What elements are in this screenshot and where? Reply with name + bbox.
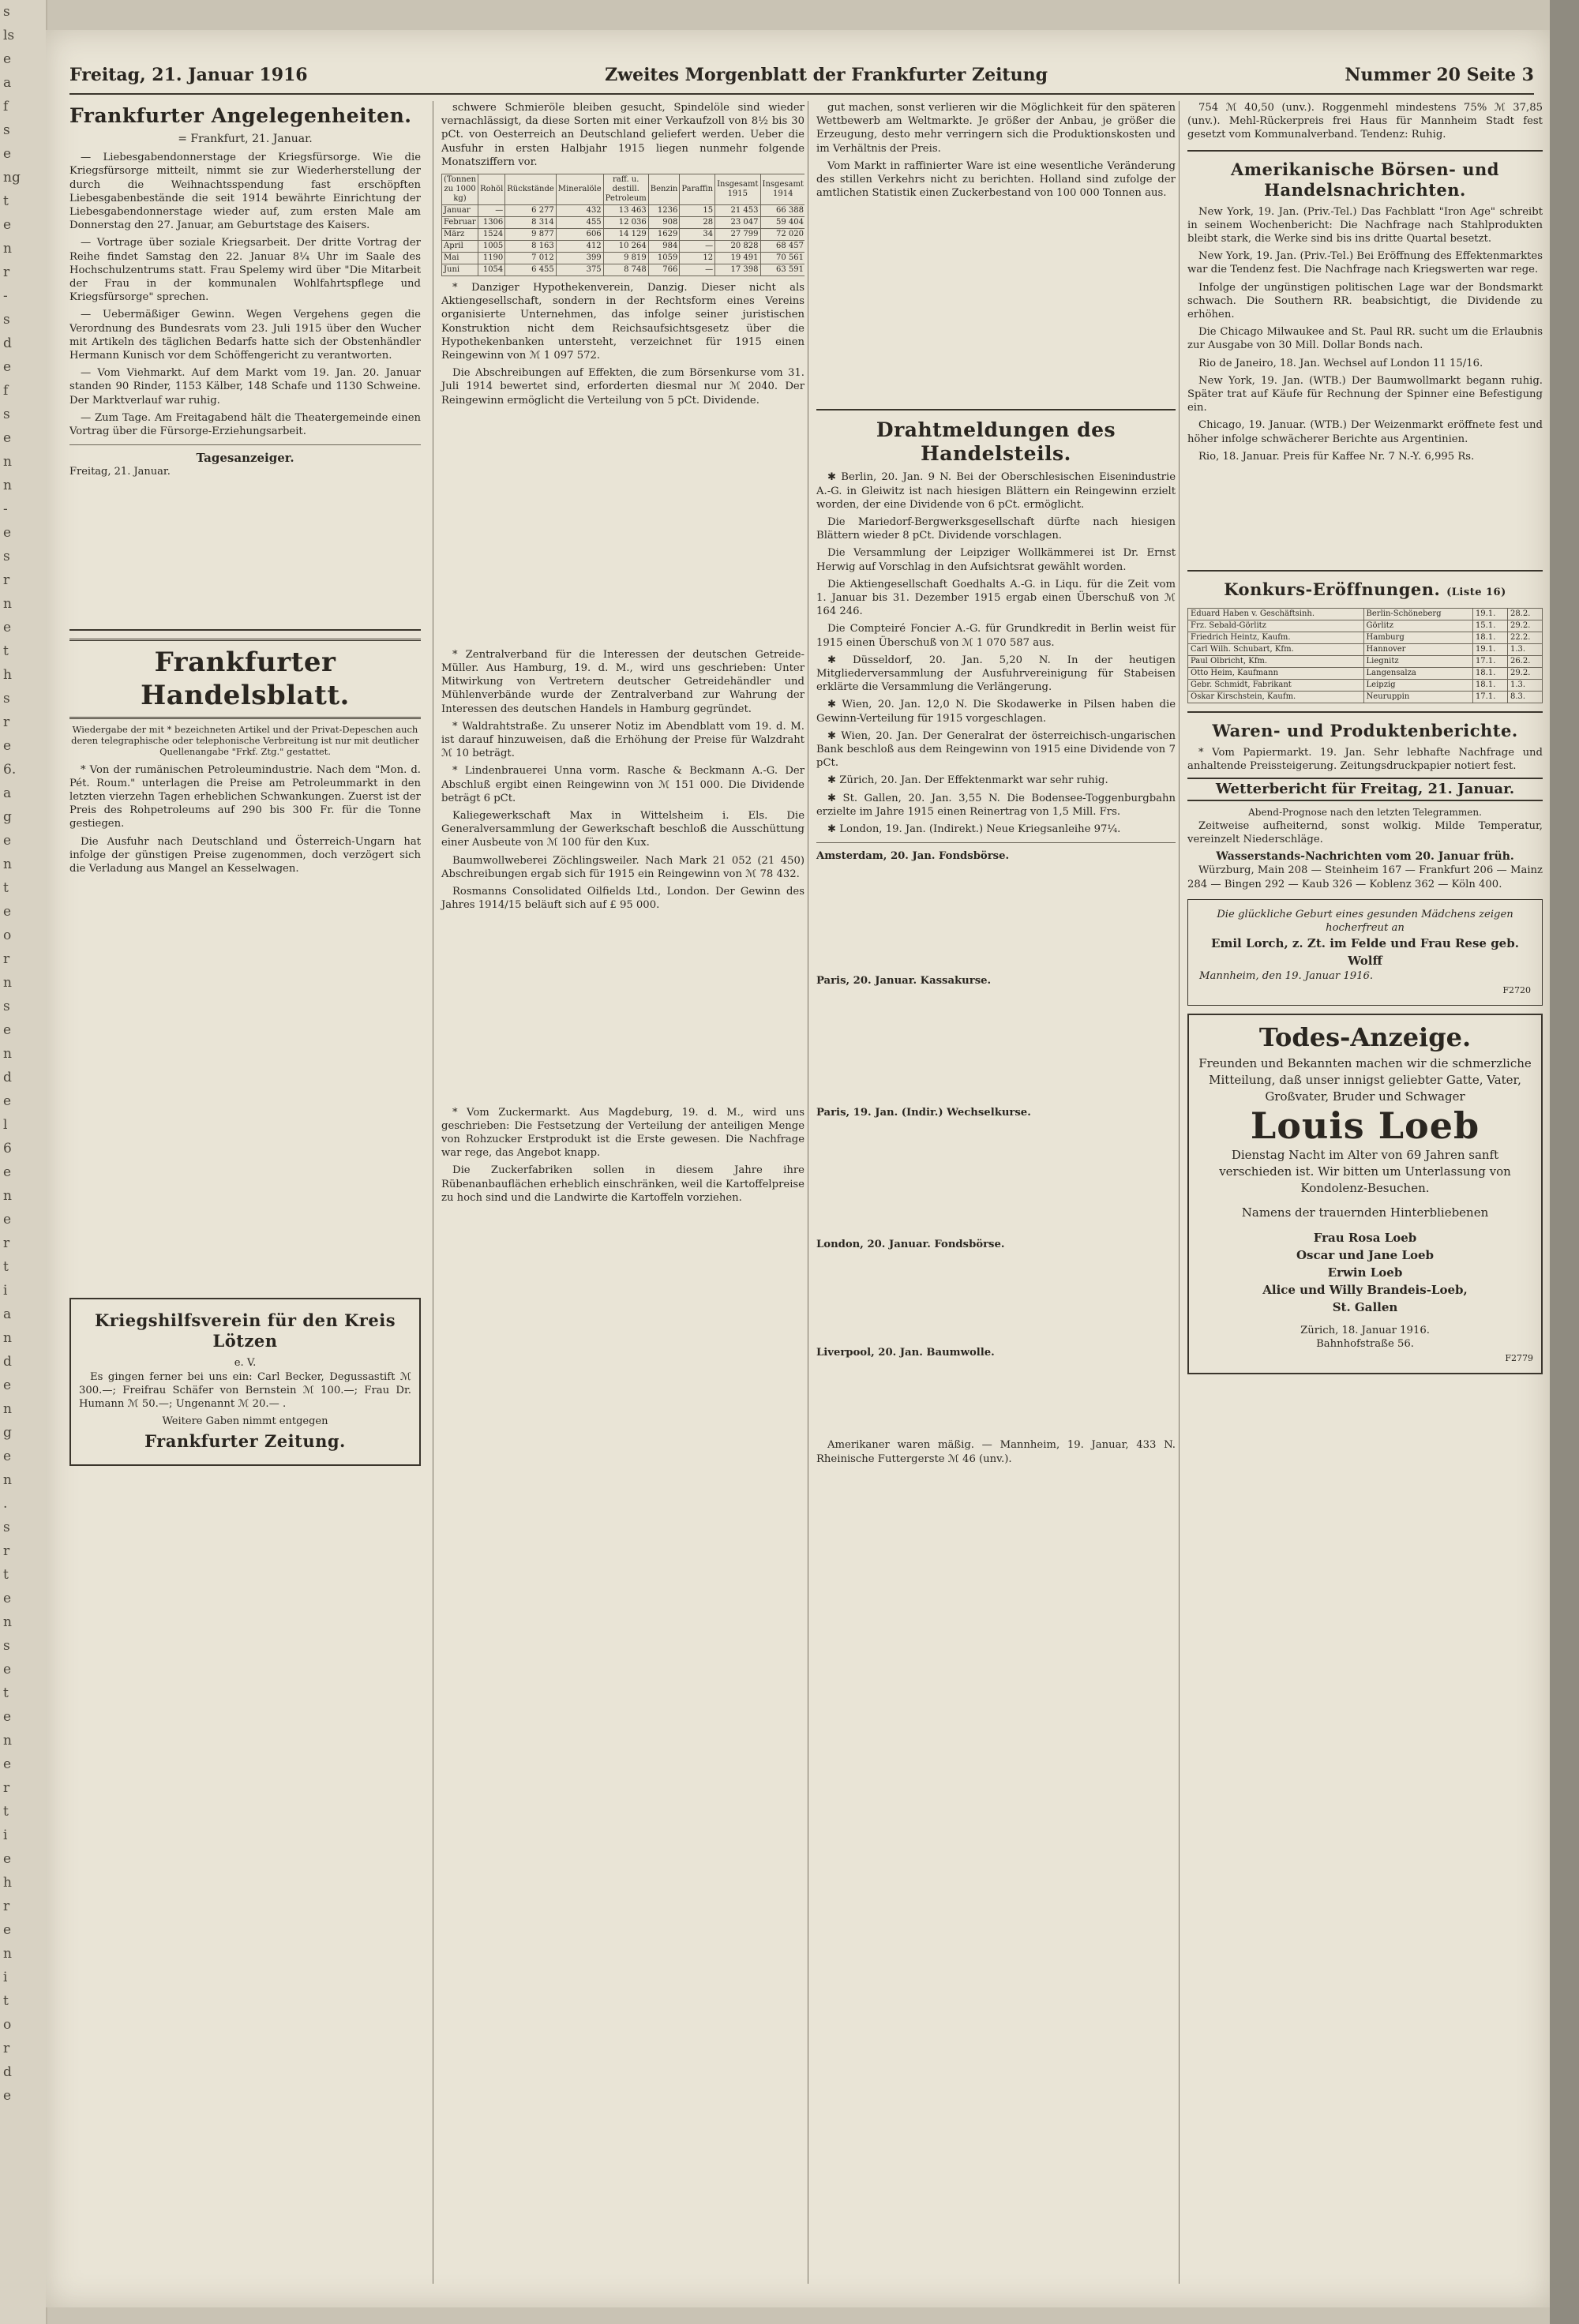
table-cell: Oskar Kirschstein, Kaufm. [1188, 692, 1364, 703]
table-cell: 1.3. [1507, 680, 1542, 692]
section-heading-amerikanische: Amerikanische Börsen- und Handelsnachrichten. [1231, 159, 1499, 200]
table-cell: 26.2. [1507, 656, 1542, 668]
mourner-name: St. Gallen [1332, 1300, 1398, 1315]
table-header: Mineralöle [556, 174, 603, 205]
table-cell: 19 491 [715, 253, 760, 264]
table-row [442, 241, 805, 253]
table-row [442, 264, 805, 276]
article-paragraph: Die Ausfuhr nach Deutschland und Österreich-Ungarn hat infolge der günstigen Preise zugenommen, doch verzögert sich die Verladung aus Mangel an Kesselwagen. [69, 835, 421, 875]
table-cell: 13 463 [603, 205, 648, 217]
handelsblatt-notice: Wiedergabe der mit * bezeichneten Artikel und der Privat-Depeschen auch deren telegraphische oder telephonische Verbreitung ist nur mit deutlicher Quellenangabe "Frkf. Ztg." gestattet. [71, 723, 419, 757]
konkurs-table [1187, 608, 1543, 703]
article-paragraph: Die Abschreibungen auf Effekten, die zum Börsenkurse vom 31. Juli 1914 bewertet sind, erforderten diesmal nur ℳ 2040. Der Reingewinn ermöglicht die Verteilung von 5 pCt. Dividende. [441, 367, 805, 407]
article-continuation [69, 879, 421, 1290]
table-cell: Gebr. Schmidt, Fabrikant [1188, 680, 1364, 692]
death-notice-place: Zürich, 18. Januar 1916. [1300, 1325, 1430, 1337]
divider [816, 409, 1176, 410]
article-continuation [1187, 467, 1543, 562]
table-cell: 63 591 [760, 264, 805, 276]
market-report-title: Paris, 19. Jan. (Indir.) Wechselkurse. [816, 1106, 1031, 1119]
market-table [816, 988, 1176, 1106]
table-cell: Frz. Sebald-Görlitz [1188, 620, 1364, 632]
mourners-title: Namens der trauernden Hinterbliebenen [1241, 1205, 1489, 1220]
table-cell: 28.2. [1507, 609, 1542, 620]
table-row [1188, 632, 1543, 644]
table-row [442, 205, 805, 217]
section-heading-handelsblatt: Frankfurter Handelsblatt. [69, 639, 421, 719]
table-cell: 23 047 [715, 217, 760, 229]
mourner-name: Oscar und Jane Loeb [1296, 1248, 1435, 1263]
table-cell: 20 828 [715, 241, 760, 253]
ad-code: F2720 [1502, 984, 1531, 995]
article-paragraph: ✱ Zürich, 20. Jan. Der Effektenmarkt war sehr ruhig. [827, 774, 1108, 787]
column-2 [433, 101, 805, 2284]
table-header: Rückstände [505, 174, 557, 205]
table-row [1188, 620, 1543, 632]
death-notice-text: Dienstag Nacht im Alter von 69 Jahren sanft verschieden ist. Wir bitten um Unterlassung von Kondolenz-Besuchen. [1219, 1148, 1511, 1196]
table-cell: 8 163 [505, 241, 557, 253]
table-cell: 17 398 [715, 264, 760, 276]
konkurs-title: Konkurs-Eröffnungen. [1224, 579, 1441, 600]
table-cell: 6 455 [505, 264, 557, 276]
weather-title: Wetterbericht für Freitag, 21. Januar. [1187, 778, 1543, 800]
article-paragraph: ✱ London, 19. Jan. (Indirekt.) Neue Kriegsanleihe 97¼. [827, 823, 1121, 836]
table-cell: 1059 [648, 253, 680, 264]
mourner-name: Alice und Willy Brandeis-Loeb, [1262, 1283, 1468, 1298]
table-cell: Leipzig [1363, 680, 1472, 692]
table-cell: 59 404 [760, 217, 805, 229]
mourner-name: Erwin Loeb [1327, 1265, 1403, 1280]
table-header: Insgesamt 1915 [715, 174, 760, 205]
water-title: Wasserstands-Nachrichten vom 20. Januar früh. [1216, 850, 1514, 864]
market-table [816, 1119, 1176, 1238]
tagesanzeiger-listing [69, 479, 421, 621]
market-table [816, 1359, 1176, 1438]
article-paragraph: Chicago, 19. Januar. (WTB.) Der Weizenmarkt eröffnete fest und höher infolge schwächerer Berichte aus Argentinien. [1187, 419, 1543, 445]
article-paragraph: Rio de Janeiro, 18. Jan. Wechsel auf London 11 15/16. [1198, 357, 1483, 369]
table-cell: 27 799 [715, 229, 760, 241]
masthead-edition: Zweites Morgenblatt der Frankfurter Zeitung [605, 65, 1048, 85]
table-cell: 8 314 [505, 217, 557, 229]
table-cell: 766 [648, 264, 680, 276]
article-paragraph: Die Aktiengesellschaft Goedhalts A.-G. in Liqu. für die Zeit vom 1. Januar bis 31. Dezember 1915 ergab einen Überschuß von ℳ 164 246. [816, 578, 1176, 618]
table-header: Paraffin [680, 174, 715, 205]
birth-place: Mannheim, den 19. Januar 1916. [1199, 970, 1374, 983]
table-cell: Mai [442, 253, 478, 264]
article-paragraph: New York, 19. Jan. (Priv.-Tel.) Bei Eröffnung des Effektenmarktes war die Tendenz fest. Die Nachfrage nach Kriegswerten war rege. [1187, 250, 1543, 276]
table-header: (Tonnen zu 1000 kg) [442, 174, 478, 205]
article-paragraph: Die Versammlung der Leipziger Wollkämmerei ist Dr. Ernst Herwig auf Vorschlag in den Aufsichtsrat gewählt worden. [816, 547, 1176, 573]
export-statistics-table [441, 174, 805, 276]
table-cell: März [442, 229, 478, 241]
table-row [1188, 644, 1543, 656]
table-cell: 9 877 [505, 229, 557, 241]
table-cell: Neuruppin [1363, 692, 1472, 703]
table-header: Insgesamt 1914 [760, 174, 805, 205]
death-notice [1187, 1014, 1543, 1374]
table-cell: 606 [556, 229, 603, 241]
divider [1187, 150, 1543, 152]
table-cell: Otto Heim, Kaufmann [1188, 668, 1364, 680]
death-notice-title: Todes-Anzeige. [1258, 1021, 1472, 1052]
table-cell: 432 [556, 205, 603, 217]
article-paragraph: schwere Schmieröle bleiben gesucht, Spindelöle sind wieder vernachlässigt, da diese Sorten mit einer Verkaufzoll von 8½ bis 30 pCt. von Oesterreich an Deutschland geliefert werden. Ueber die Ausfuhr in ersten Halbjahr 1915 liegen nunmehr folgende Monatsziffern vor. [441, 102, 805, 168]
table-row [442, 217, 805, 229]
article-paragraph: ✱ Wien, 20. Jan. Der Generalrat der österreichisch-ungarischen Bank beschloß aus dem Reingewinn von 1915 eine Dividende von 7 pCt. [816, 729, 1176, 770]
table-cell: 18.1. [1472, 680, 1507, 692]
table-cell: 1.3. [1507, 644, 1542, 656]
table-cell: 22.2. [1507, 632, 1542, 644]
weather-subtitle: Abend-Prognose nach den letzten Telegrammen. [1248, 806, 1482, 818]
market-table [816, 1251, 1176, 1346]
table-row [442, 253, 805, 264]
column-3 [808, 101, 1176, 2284]
divider [69, 444, 421, 445]
article-continuation [441, 411, 805, 648]
article-paragraph: Die Compteiré Foncier A.-G. für Grundkredit in Berlin weist für 1915 einen Überschuß von ℳ 1 070 587 aus. [816, 623, 1176, 649]
article-paragraph: Amerikaner waren mäßig. — Mannheim, 19. Januar, 433 N. Rheinische Futtergerste ℳ 46 (unv.). [816, 1439, 1176, 1465]
advert-footer: Weitere Gaben nimmt entgegen [162, 1415, 328, 1428]
table-cell: 412 [556, 241, 603, 253]
column-4 [1179, 101, 1543, 2284]
table-cell: Februar [442, 217, 478, 229]
table-cell: 19.1. [1472, 609, 1507, 620]
article-paragraph: — Vom Viehmarkt. Auf dem Markt vom 19. Jan. 20. Januar standen 90 Rinder, 1153 Kälber, 148 Schafe und 1130 Schweine. Der Marktverlauf war ruhig. [69, 367, 421, 407]
section-heading-drahtmeldungen: Drahtmeldungen des Handelsteils. [876, 418, 1116, 466]
article-paragraph: ✱ Düsseldorf, 20. Jan. 5,20 N. In der heutigen Mitgliederversammlung der Ausfuhrvereinigung für Stabeisen erklärte die Versammlung die Verlängerung. [816, 654, 1176, 694]
table-cell: Januar [442, 205, 478, 217]
birth-names: Emil Lorch, z. Zt. im Felde und Frau Rese geb. Wolff [1211, 936, 1519, 969]
article-paragraph: — Liebesgabendonnerstage der Kriegsfürsorge. Wie die Kriegsfürsorge mitteilt, nimmt sie zur Wiederherstellung der durch die Weihnachtsspendung fast erschöpften Liebesgabenbestände die seit 1914 bewährte Einrichtung der Liebesgabendonnerstage wieder auf, zum ersten Male am Donnerstag den 27. Januar, am Geburtstage des Kaisers. [69, 152, 421, 232]
table-cell: Hamburg [1363, 632, 1472, 644]
section-heading-konkurs [1187, 579, 1543, 603]
article-paragraph: * Lindenbrauerei Unna vorm. Rasche & Beckmann A.-G. Der Abschluß ergibt einen Reingewinn von ℳ 151 000. Die Dividende beträgt 6 pCt. [441, 765, 805, 804]
water-text: Würzburg, Main 208 — Steinheim 167 — Frankfurt 206 — Mainz 284 — Bingen 292 — Kaub 326 — Koblenz 362 — Köln 400. [1187, 864, 1543, 890]
konkurs-note: (Liste 16) [1446, 587, 1506, 599]
table-cell: 1054 [478, 264, 505, 276]
death-notice-intro: Freunden und Bekannten machen wir die schmerzliche Mitteilung, daß unser innigst geliebter Gatte, Vater, Großvater, Bruder und Schwager [1198, 1055, 1532, 1104]
table-cell: — [680, 264, 715, 276]
market-report-title: Paris, 20. Januar. Kassakurse. [816, 974, 992, 987]
table-cell: April [442, 241, 478, 253]
article-paragraph: * Vom Papiermarkt. 19. Jan. Sehr lebhafte Nachfrage und anhaltende Preissteigerung. Zeitungsdruckpapier notiert fest. [1187, 747, 1543, 773]
table-cell: 8 748 [603, 264, 648, 276]
table-cell: 28 [680, 217, 715, 229]
table-cell: 399 [556, 253, 603, 264]
table-cell: 1236 [648, 205, 680, 217]
table-row [1188, 692, 1543, 703]
article-paragraph: Die Mariedorf-Bergwerksgesellschaft dürfte nach hiesigen Blättern wieder 8 pCt. Dividende vorschlagen. [816, 516, 1176, 542]
birth-intro: Die glückliche Geburt eines gesunden Mädchens zeigen hocherfreut an [1217, 908, 1513, 935]
article-paragraph: ✱ St. Gallen, 20. Jan. 3,55 N. Die Bodensee-Toggenburgbahn erzielte im Jahre 1915 einen Reinertrag von 1,5 Mill. Frs. [816, 792, 1176, 818]
article-paragraph: Die Chicago Milwaukee and St. Paul RR. sucht um die Erlaubnis zur Ausgabe von 30 Mill. Dollar Bonds nach. [1187, 326, 1543, 352]
table-cell: Hannover [1363, 644, 1472, 656]
table-cell: — [680, 241, 715, 253]
masthead-issue: Nummer 20 Seite 3 [1345, 65, 1534, 85]
table-cell: Liegnitz [1363, 656, 1472, 668]
article-paragraph: * Von der rumänischen Petroleumindustrie. Nach dem "Mon. d. Pét. Roum." unterlagen die Preise am Petroleummarkt in den letzten vierzehn Tagen erheblichen Schwankungen. Zuerst ist der Preis des Rohpetroleums auf 290 bis 300 Fr. für die Tonne gestiegen. [69, 763, 421, 830]
table-cell: Berlin-Schöneberg [1363, 609, 1472, 620]
mourner-name: Frau Rosa Loeb [1313, 1231, 1417, 1246]
newspaper-page [46, 30, 1550, 2307]
article-paragraph: Kaliegewerkschaft Max in Wittelsheim i. Els. Die Generalversammlung der Gewerkschaft beschloß die Ausschüttung einer Ausbeute von ℳ 100 für den Kux. [441, 810, 805, 849]
table-cell: 68 457 [760, 241, 805, 253]
masthead-date: Freitag, 21. Januar 1916 [69, 65, 308, 85]
article-paragraph: ✱ Berlin, 20. Jan. 9 N. Bei der Oberschlesischen Eisenindustrie A.-G. in Gleiwitz ist nach hiesigen Blättern ein Reingewinn erzielt worden, der eine Dividende von 6 pCt. ermöglicht. [816, 471, 1176, 511]
table-cell: 8.3. [1507, 692, 1542, 703]
table-cell: 15.1. [1472, 620, 1507, 632]
table-header: Benzin [648, 174, 680, 205]
advert-subtitle: e. V. [234, 1357, 257, 1370]
weather-text: Zeitweise aufheiternd, sonst wolkig. Milde Temperatur, vereinzelt Niederschläge. [1187, 819, 1543, 846]
table-cell: 72 020 [760, 229, 805, 241]
table-cell: 9 819 [603, 253, 648, 264]
article-continuation [816, 204, 1176, 401]
table-cell: Eduard Haben v. Geschäftsinh. [1188, 609, 1364, 620]
table-cell: 1005 [478, 241, 505, 253]
scan-edge [1550, 0, 1579, 2324]
table-cell: 12 [680, 253, 715, 264]
table-cell: 10 264 [603, 241, 648, 253]
article-paragraph: — Vortrage über soziale Kriegsarbeit. Der dritte Vortrag der Reihe findet Samstag den 22. Januar 8¼ Uhr im Saale des Hochschulzentrums statt. Frau Spelemy wird über "Die Mitarbeit der Frau in der kommunalen Wohlfahrtspflege und Kriegsfürsorge" sprechen. [69, 237, 421, 304]
article-paragraph: Baumwollweberei Zöchlingsweiler. Nach Mark 21 052 (21 450) Abschreibungen ergab sich für 1915 ein Reingewinn von ℳ 78 432. [441, 854, 805, 880]
table-cell: Paul Olbricht, Kfm. [1188, 656, 1364, 668]
advert-title: Kriegshilfsverein für den Kreis Lötzen [94, 1310, 396, 1351]
table-cell: 1524 [478, 229, 505, 241]
section-heading-waren: Waren- und Produktenberichte. [1212, 721, 1518, 741]
table-cell: 17.1. [1472, 692, 1507, 703]
market-table [816, 864, 1176, 974]
article-paragraph: * Vom Zuckermarkt. Aus Magdeburg, 19. d. M., wird uns geschrieben: Die Festsetzung der Verteilung der anteiligen Menge von Rohzucker Erstprodukt ist die Erste gewesen. Die Nachfrage war rege, das Angebot knapp. [441, 1106, 805, 1160]
article-paragraph: * Zentralverband für die Interessen der deutschen Getreide-Müller. Aus Hamburg, 19. d. M., wird uns geschrieben: Unter Mitwirkung von Vertretern deutscher Getreidehändler und Mühlenverbände wurde der Zentralverband zur Wahrung der Interessen des deutschen Handels in Hamburg gegründet. [441, 648, 805, 715]
adjacent-page-edge: s ls e a f s e ng t e n r - s d e f s e n n - e s r n e t h s r e 6. a g e n t e o r n s e n d e l 6 e n e r t i a n d e n g e n . s r t e n s e t e n e r t i e h r e n i t o r d e [0, 0, 47, 2324]
tagesanzeiger-title: Tagesanzeiger. [196, 451, 294, 466]
table-cell: 375 [556, 264, 603, 276]
dateline: = Frankfurt, 21. Januar. [178, 133, 313, 145]
article-paragraph: — Zum Tage. Am Freitagabend hält die Theatergemeinde einen Vortrag über die Fürsorge-Erziehungsarbeit. [69, 411, 421, 438]
table-row [442, 229, 805, 241]
article-paragraph: ✱ Wien, 20. Jan. 12,0 N. Die Skodawerke in Pilsen haben die Gewinn-Verteilung für 1915 vorgeschlagen. [816, 699, 1176, 725]
table-cell: 29.2. [1507, 620, 1542, 632]
market-report-title: London, 20. Januar. Fondsbörse. [816, 1238, 1005, 1250]
table-cell: Friedrich Heintz, Kaufm. [1188, 632, 1364, 644]
table-cell: 17.1. [1472, 656, 1507, 668]
table-cell: 29.2. [1507, 668, 1542, 680]
death-notice-address: Bahnhofstraße 56. [1316, 1338, 1414, 1351]
table-cell: 984 [648, 241, 680, 253]
tagesanzeiger-date: Freitag, 21. Januar. [69, 466, 171, 478]
advert-kriegshilfsverein [69, 1298, 421, 1466]
article-paragraph: New York, 19. Jan. (Priv.-Tel.) Das Fachblatt "Iron Age" schreibt in seinem Wochenbericht: Die Nachfrage nach Stahlprodukten bleibt stark, die Werke sind bis ins dritte Quartal besetzt. [1187, 205, 1543, 246]
article-paragraph: 754 ℳ 40,50 (unv.). Roggenmehl mindestens 75% ℳ 37,85 (unv.). Mehl-Rückerpreis frei Haus für Mannheim Stadt fest gesetzt vom Kommunalverband. Tendenz: Ruhig. [1187, 102, 1543, 141]
table-cell: 908 [648, 217, 680, 229]
masthead [69, 62, 1534, 95]
table-row [1188, 680, 1543, 692]
table-cell: 1190 [478, 253, 505, 264]
table-cell: 19.1. [1472, 644, 1507, 656]
table-cell: 12 036 [603, 217, 648, 229]
table-cell: Juni [442, 264, 478, 276]
divider [69, 629, 421, 631]
table-cell: 18.1. [1472, 668, 1507, 680]
table-cell: 15 [680, 205, 715, 217]
table-cell: 21 453 [715, 205, 760, 217]
table-row [1188, 609, 1543, 620]
article-paragraph: * Waldrahtstraße. Zu unserer Notiz im Abendblatt vom 19. d. M. ist darauf hinzuweisen, daß die Erhöhung der Preise für Walzdraht ℳ 10 beträgt. [441, 720, 805, 760]
deceased-name: Louis Loeb [1250, 1104, 1480, 1147]
table-cell: 34 [680, 229, 715, 241]
table-cell: 6 277 [505, 205, 557, 217]
article-paragraph: Infolge der ungünstigen politischen Lage war der Bondsmarkt schwach. Die Southern RR. beabsichtigt, die Dividende zu erhöhen. [1187, 281, 1543, 321]
article-paragraph: * Danziger Hypothekenverein, Danzig. Dieser nicht als Aktiengesellschaft, sondern in der Rechtsform eines Vereins organisierte Unternehmen, das infolge seiner juristischen Konstruktion nicht dem Reichsaufsichtsgesetz über die Hypothekenbanken untersteht, verzeichnet für 1915 einen Reingewinn von ℳ 1 097 572. [441, 282, 805, 362]
table-cell: 1629 [648, 229, 680, 241]
article-paragraph: — Uebermäßiger Gewinn. Wegen Vergehens gegen die Verordnung des Bundesrats vom 23. Juli 1915 über den Wucher mit Artikeln des täglichen Bedarfs hatte sich der Obstenhändler Hermann Kunisch vor dem Schöffengericht zu verantworten. [69, 309, 421, 362]
table-cell: 66 388 [760, 205, 805, 217]
table-cell: Görlitz [1363, 620, 1472, 632]
advert-signature: Frankfurter Zeitung. [144, 1431, 346, 1452]
divider [816, 842, 1176, 843]
table-cell: 7 012 [505, 253, 557, 264]
article-paragraph: gut machen, sonst verlieren wir die Möglichkeit für den späteren Wettbewerb am Weltmarkte. Je größer der Anbau, je größer die Erzeugung, desto mehr verringern sich die Produktionskosten und im Verhältnis der Preis. [816, 102, 1176, 155]
market-report-title: Liverpool, 20. Jan. Baumwolle. [816, 1347, 995, 1359]
market-report-title: Amsterdam, 20. Jan. Fondsbörse. [816, 850, 1010, 863]
article-paragraph: New York, 19. Jan. (WTB.) Der Baumwollmarkt begann ruhig. Später trat auf Käufe für Rechnung der Spinner eine Befestigung ein. [1187, 374, 1543, 414]
article-paragraph: Die Zuckerfabriken sollen in diesem Jahre ihre Rübenanbauflächen erheblich einschränken, weil die Kartoffelpreise zu hoch sind und die Landwirte die Kartoffeln vorziehen. [441, 1164, 805, 1204]
advert-text: Es gingen ferner bei uns ein: Carl Becker, Degussastift ℳ 300.—; Freifrau Schäfer von Bernstein ℳ 100.—; Frau Dr. Humann ℳ 50.—; Ungenannt ℳ 20.— . [79, 1370, 411, 1410]
divider [1187, 570, 1543, 572]
ad-code: F2779 [1505, 1352, 1533, 1363]
table-row [1188, 656, 1543, 668]
table-header: Rohöl [478, 174, 505, 205]
birth-announcement [1187, 899, 1543, 1006]
table-cell: 1306 [478, 217, 505, 229]
article-paragraph: Rosmanns Consolidated Oilfields Ltd., London. Der Gewinn des Jahres 1914/15 beläuft sich auf £ 95 000. [441, 886, 805, 912]
section-heading-frankfurt: Frankfurter Angelegenheiten. [69, 104, 412, 127]
column-1 [69, 101, 421, 2284]
mourners-list [1197, 1229, 1533, 1316]
table-cell: Carl Wilh. Schubart, Kfm. [1188, 644, 1364, 656]
table-header: raff. u. destill. Petroleum [603, 174, 648, 205]
table-cell: Langensalza [1363, 668, 1472, 680]
article-continuation [441, 916, 805, 1106]
table-cell: — [478, 205, 505, 217]
article-paragraph: Rio, 18. Januar. Preis für Kaffee Nr. 7 N.-Y. 6,995 Rs. [1198, 450, 1475, 463]
table-cell: 455 [556, 217, 603, 229]
divider [1187, 711, 1543, 713]
table-cell: 14 129 [603, 229, 648, 241]
table-cell: 70 561 [760, 253, 805, 264]
table-row [1188, 668, 1543, 680]
table-cell: 18.1. [1472, 632, 1507, 644]
article-paragraph: Vom Markt in raffinierter Ware ist eine wesentliche Veränderung des stillen Verkehrs nicht zu berichten. Holland sind zufolge der amtlichen Statistik einen Zuckerbestand von 100 000 Tonnen aus. [816, 159, 1176, 200]
